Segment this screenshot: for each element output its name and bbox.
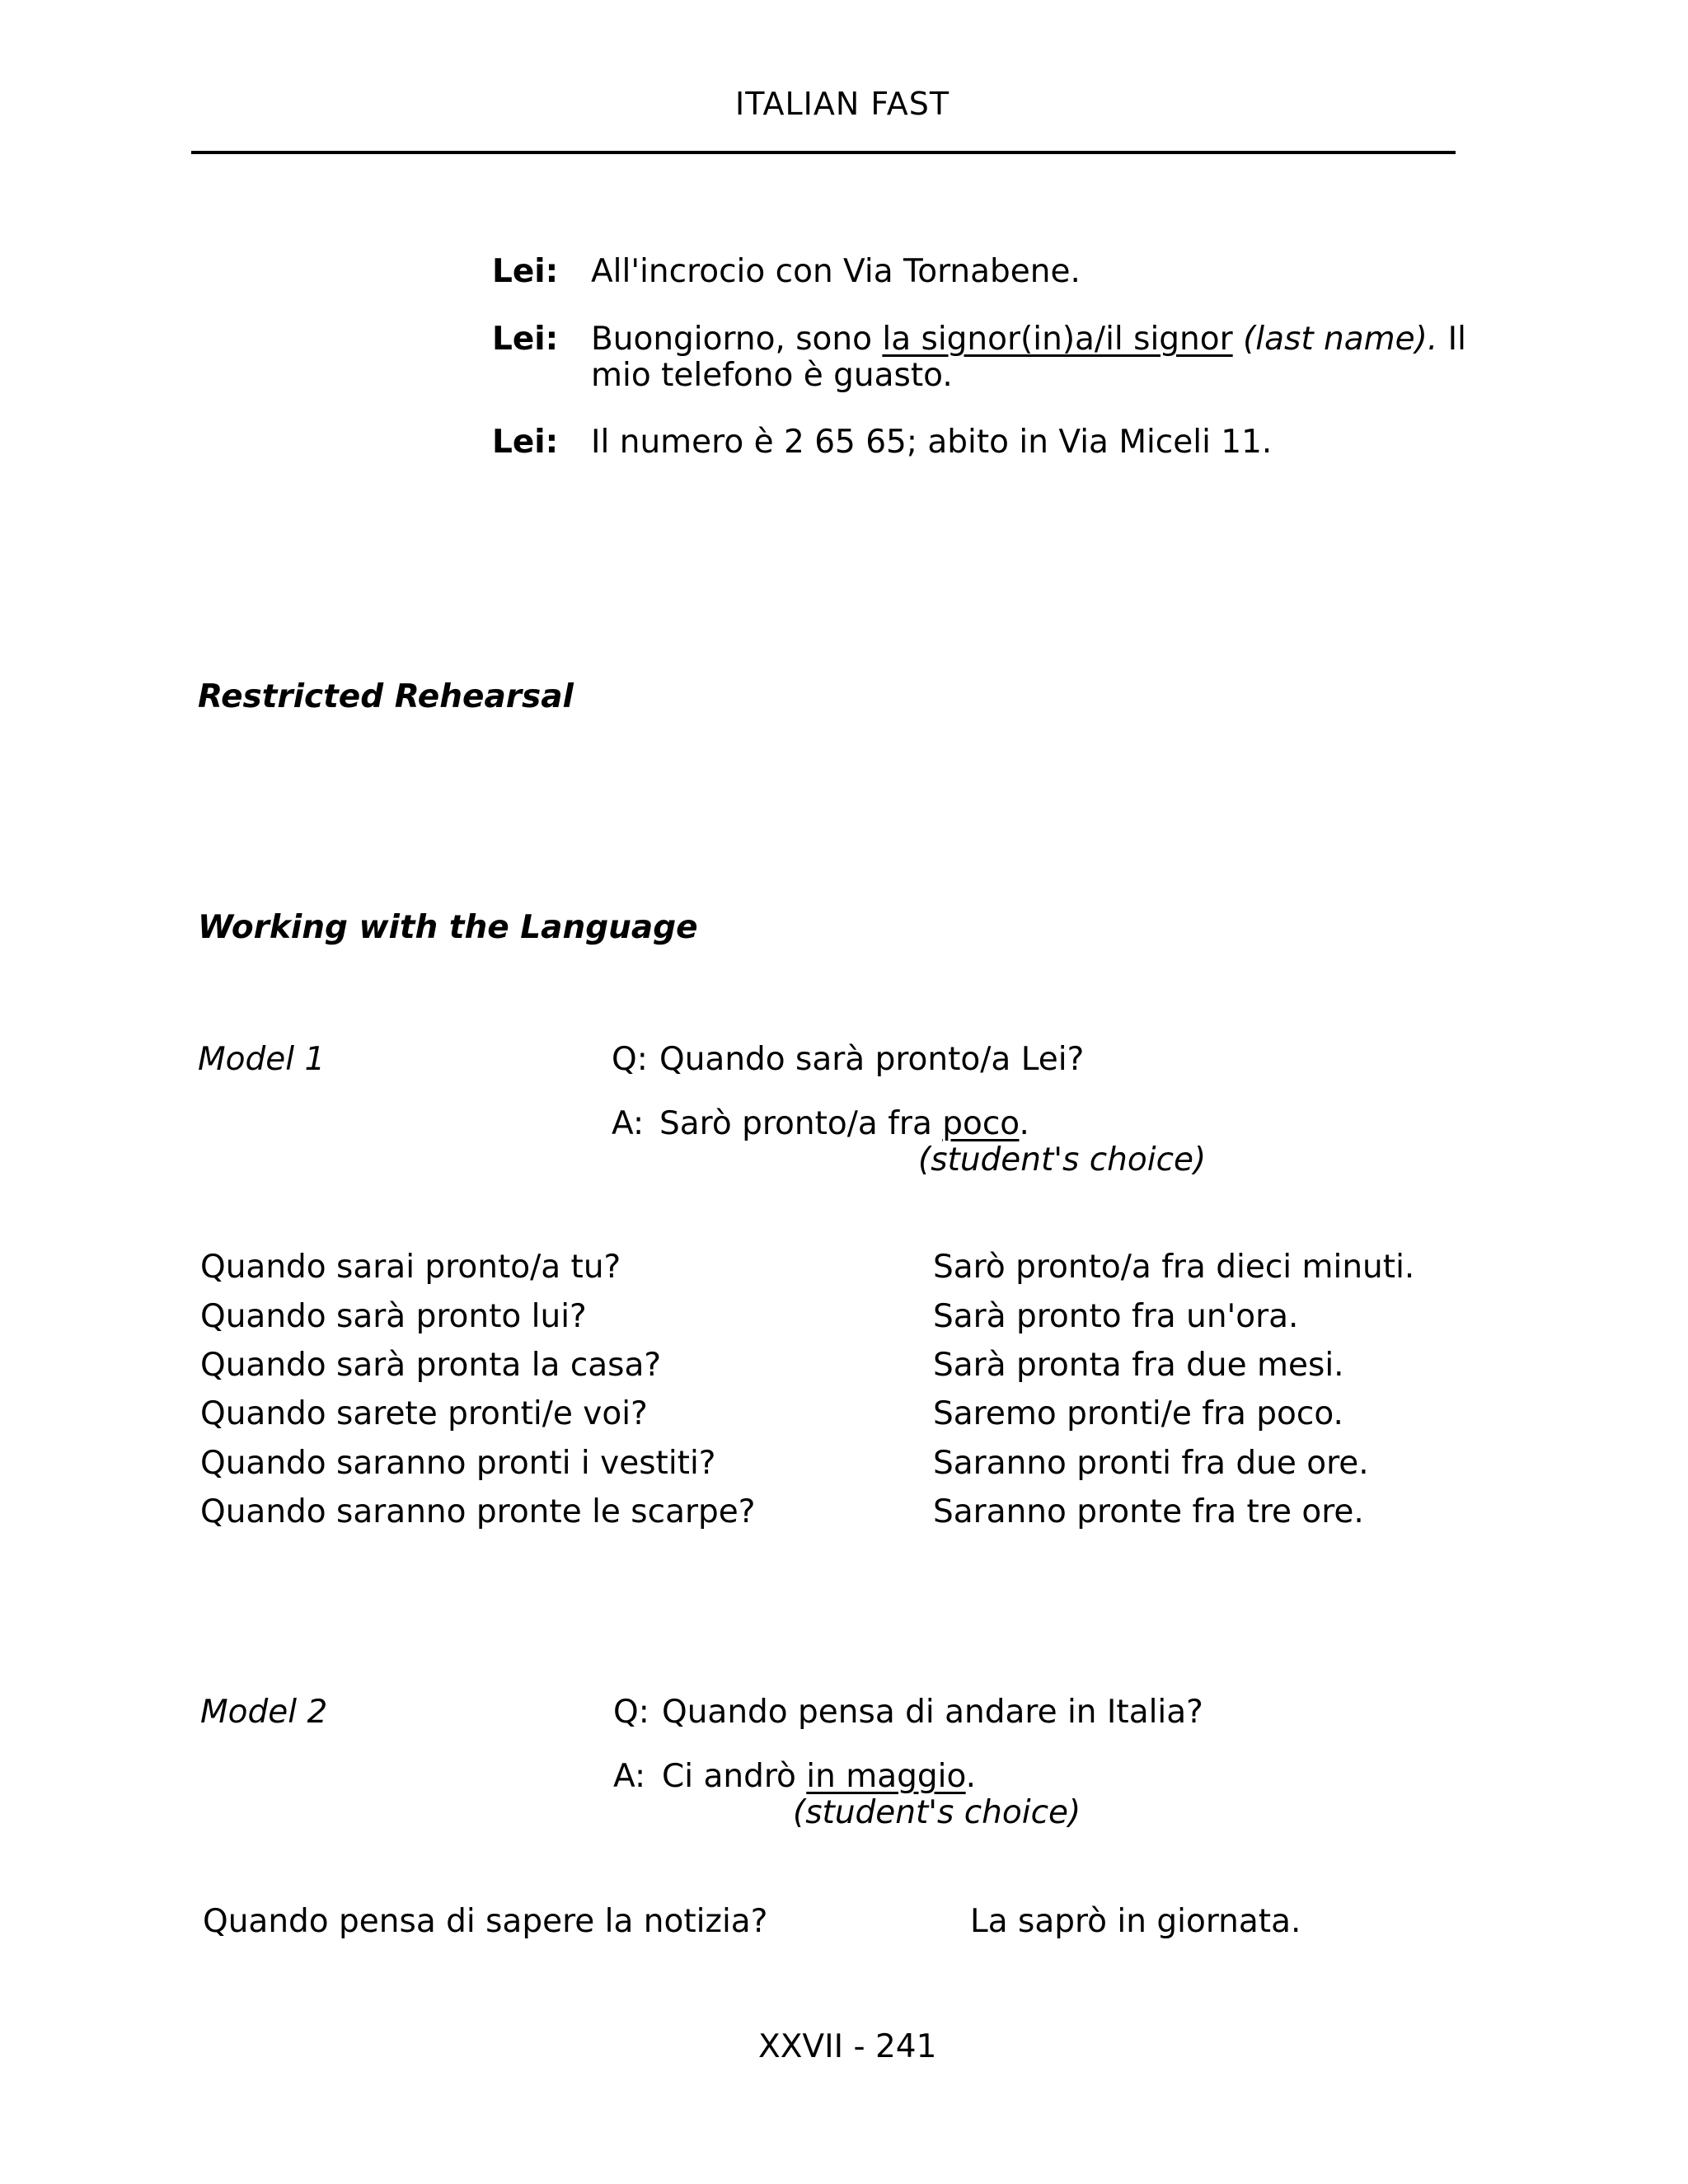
underlined-text: la signor(in)a/il signor [882,321,1233,358]
speaker-label: Lei: [492,424,559,461]
drill-question: Quando pensa di sapere la notizia? [203,1903,768,1940]
answer-text: Sarò pronto/a fra [659,1105,943,1142]
model-2-answer-prefix: A: [613,1758,646,1795]
page-number: XXVII - 241 [758,2028,937,2065]
model-1-label: Model 1 [198,1041,326,1078]
drill-answer: Saremo pronti/e fra poco. [933,1395,1343,1432]
model-2-question: Quando pensa di andare in Italia? [662,1694,1203,1731]
underlined-text: in maggio [806,1758,966,1795]
model-2-label: Model 2 [200,1694,328,1731]
drill-question: Quando sarà pronto lui? [200,1298,587,1335]
dialogue-text: Buongiorno, sono [591,321,883,358]
student-choice-note: (student's choice) [793,1794,1081,1831]
dialogue-line [591,321,1481,394]
model-1-answer [659,1106,1029,1142]
drill-answer: Sarà pronta fra due mesi. [933,1347,1344,1384]
speaker-label: Lei: [492,321,559,358]
drill-question: Quando sarete pronti/e voi? [200,1395,648,1432]
dialogue-line: All'incrocio con Via Tornabene. [591,253,1081,290]
answer-text: . [965,1758,977,1795]
dialogue-text: Il mio telefono è guasto. [591,321,1466,394]
italic-note: (last name). [1243,321,1438,358]
section-heading-working: Working with the Language [198,909,698,946]
section-heading-restricted: Restricted Rehearsal [198,678,574,715]
drill-answer: Sarò pronto/a fra dieci minuti. [933,1249,1415,1286]
speaker-label: Lei: [492,253,559,290]
model-2-answer [662,1759,976,1795]
drill-answer: La saprò in giornata. [970,1903,1301,1940]
model-2-question-prefix: Q: [613,1694,649,1731]
student-choice-note: (student's choice) [918,1141,1207,1179]
page-header: ITALIAN FAST [735,86,950,122]
drill-question: Quando saranno pronti i vestiti? [200,1445,716,1482]
answer-text: . [1019,1105,1029,1142]
drill-answer: Saranno pronte fra tre ore. [933,1493,1364,1530]
model-1-answer-prefix: A: [612,1105,645,1142]
drill-answer: Saranno pronti fra due ore. [933,1445,1369,1482]
drill-question: Quando sarai pronto/a tu? [200,1249,621,1286]
drill-answer: Sarà pronto fra un'ora. [933,1298,1299,1335]
dialogue-line: Il numero è 2 65 65; abito in Via Miceli 11. [591,424,1273,461]
drill-question: Quando sarà pronta la casa? [200,1347,662,1384]
model-1-question: Quando sarà pronto/a Lei? [659,1041,1085,1078]
answer-text: Ci andrò [662,1758,807,1795]
header-rule [191,151,1456,154]
drill-question: Quando saranno pronte le scarpe? [200,1493,756,1530]
underlined-text: poco [942,1105,1020,1142]
model-1-question-prefix: Q: [612,1041,648,1078]
